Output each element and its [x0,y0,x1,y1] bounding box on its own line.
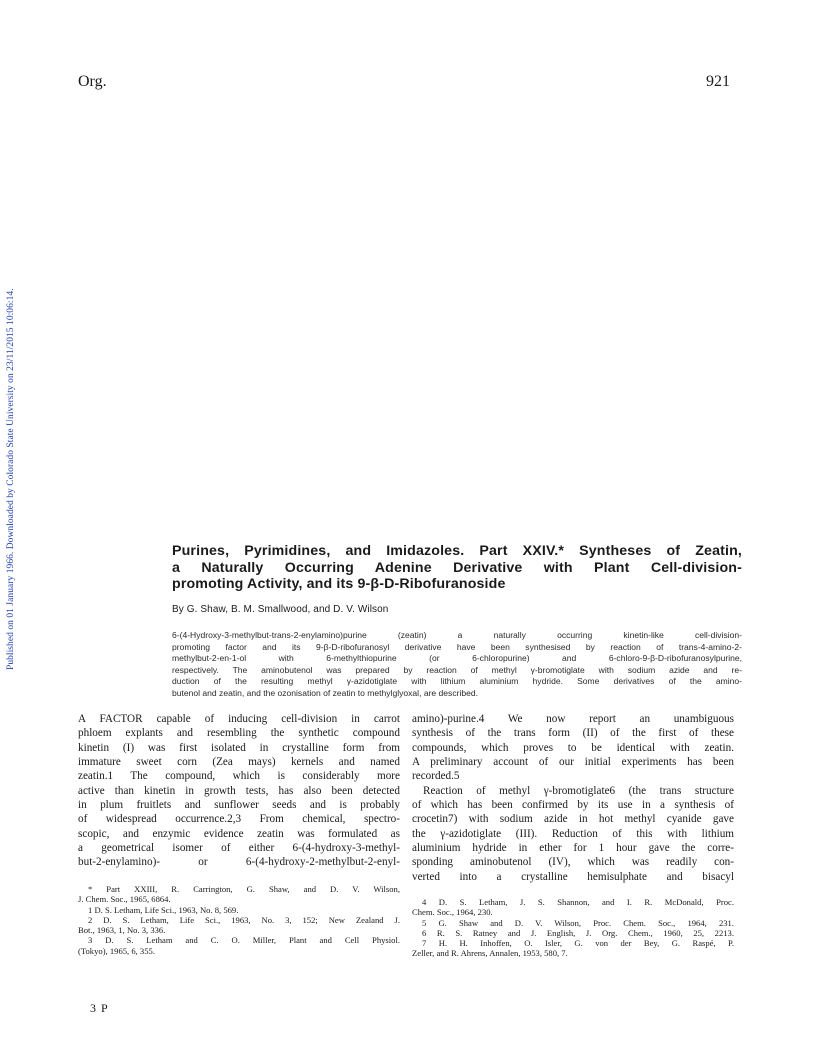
body-line: A FACTOR capable of inducing cell-division in carrot [78,713,400,725]
footnote-line: Zeller, and R. Ahrens, Annalen, 1953, 580, 7. [412,948,568,959]
footnote-line: J. Chem. Soc., 1965, 6864. [78,894,171,905]
body-line: A preliminary account of our initial experiments has been [412,756,734,769]
footnote-line: 4 D. S. Letham, J. S. Shannon, and I. R. McDonald, Proc. [422,897,734,907]
article-title [172,543,742,593]
footnote-line: Chem. Soc., 1964, 230. [412,907,493,918]
authors: By G. Shaw, B. M. Smallwood, and D. V. Wilson [172,604,389,615]
body-line: verted into a crystalline hemisulphate and bisacyl [412,870,734,883]
body-column-left [78,712,400,870]
footnote-line: 3 D. S. Letham and C. O. Miller, Plant and Cell Physiol. [88,935,400,946]
body-line: of which has been confirmed by its use in a synthesis of [412,799,734,812]
body-line: but-2-enylamino)- or 6-(4-hydroxy-2-methylbut-2-enyl- [78,856,400,869]
footnote-line: 1 D. S. Letham, Life Sci., 1963, No. 8, 569. [88,904,239,915]
body-line: compounds, which proves to be identical with zeatin. [412,741,734,754]
footnote-line: * Part XXIII, R. Carrington, G. Shaw, and D. V. Wilson, [88,884,400,894]
footnote-line: 2 D. S. Letham, Life Sci., 1963, No. 3, 152; New Zealand J. [88,914,400,925]
body-line: phloem explants and resembling the synthetic compound [78,727,400,740]
body-line: immature sweet corn (Zea mays) kernels and named [78,756,400,769]
abstract-line: promoting factor and its 9-β-D-ribofuranosyl derivative have been synthesised by reaction of trans-4-amino-2- [172,641,742,652]
download-watermark[interactable]: Published on 01 January 1966. Downloaded by Colorado State University on 23/11/2015 10:06:14. [6,288,16,670]
body-line: in plum fruitlets and sunflower seeds and is probably [78,799,400,812]
footnote-line: 7 H. H. Inhoffen, O. Isler, G. von der Bey, G. Raspé, P. [422,938,734,949]
footnotes-right [412,897,734,959]
title-line: a Naturally Occurring Adenine Derivative with Plant Cell-division- [172,559,742,576]
page-number: 921 [706,73,730,90]
body-line: of widespread occurrence.2,3 From chemical, spectro- [78,813,400,826]
body-line: a geometrical isomer of either 6-(4-hydroxy-3-methyl- [78,842,400,855]
body-line: recorded.5 [412,770,460,783]
body-line: zeatin.1 The compound, which is considerably more [78,770,400,783]
abstract [172,630,742,700]
abstract-line: respectively. The aminobutenol was prepared by reaction of methyl γ-bromotiglate with sodium azide and re- [172,664,742,675]
abstract-line: duction of the resulting methyl γ-azidotiglate with lithium aluminium hydride. Some derivatives of the amino- [172,676,742,687]
journal-section-header: Org. [78,73,107,90]
abstract-line: butenol and zeatin, and the ozonisation of zeatin to methylglyoxal, are described. [172,687,478,698]
body-line: the γ-azidotiglate (III). Reduction of this with lithium [412,827,734,840]
body-line: synthesis of the trans form (II) of the first of these [412,727,734,740]
footnote-line: Bot., 1963, 1, No. 3, 336. [78,925,166,936]
abstract-line: 6-(4-Hydroxy-3-methylbut-trans-2-enylamino)purine (zeatin) a naturally occurring kinetin-like cell-division- [172,630,742,640]
footnote-line: 6 R. S. Ratney and J. English, J. Org. Chem., 1960, 25, 2213. [422,927,734,938]
title-line: Purines, Pyrimidines, and Imidazoles. Part XXIV.* Syntheses of Zeatin, [172,543,742,559]
body-line: crocetin7) with sodium azide in hot methyl cyanide gave [412,813,734,826]
body-line: aluminium hydride in ether for 1 hour gave the corre- [412,842,734,855]
abstract-line: methylbut-2-en-1-ol with 6-methylthiopurine (or 6-chloropurine) and 6-chloro-9-β-D-ribofuranosylpurine, [172,653,742,664]
footnotes-left [78,884,400,956]
footnote-line: (Tokyo), 1965, 6, 355. [78,945,155,956]
body-line: kinetin (I) was first isolated in crystalline form from [78,741,400,754]
footnote-line: 5 G. Shaw and D. V. Wilson, Proc. Chem. Soc., 1964, 231. [422,917,734,928]
body-line: scopic, and enzymic evidence zeatin was formulated as [78,827,400,840]
signature-mark: 3 P [90,1001,109,1015]
body-column-right [412,712,734,884]
body-line: amino)-purine.4 We now report an unambiguous [412,713,734,725]
title-line: promoting Activity, and its 9-β-D-Ribofuranoside [172,576,506,592]
body-line: active than kinetin in growth tests, has also been detected [78,784,400,797]
body-line: Reaction of methyl γ-bromotiglate6 (the trans structure [423,784,734,797]
body-line: sponding aminobutenol (IV), which was readily con- [412,856,734,869]
